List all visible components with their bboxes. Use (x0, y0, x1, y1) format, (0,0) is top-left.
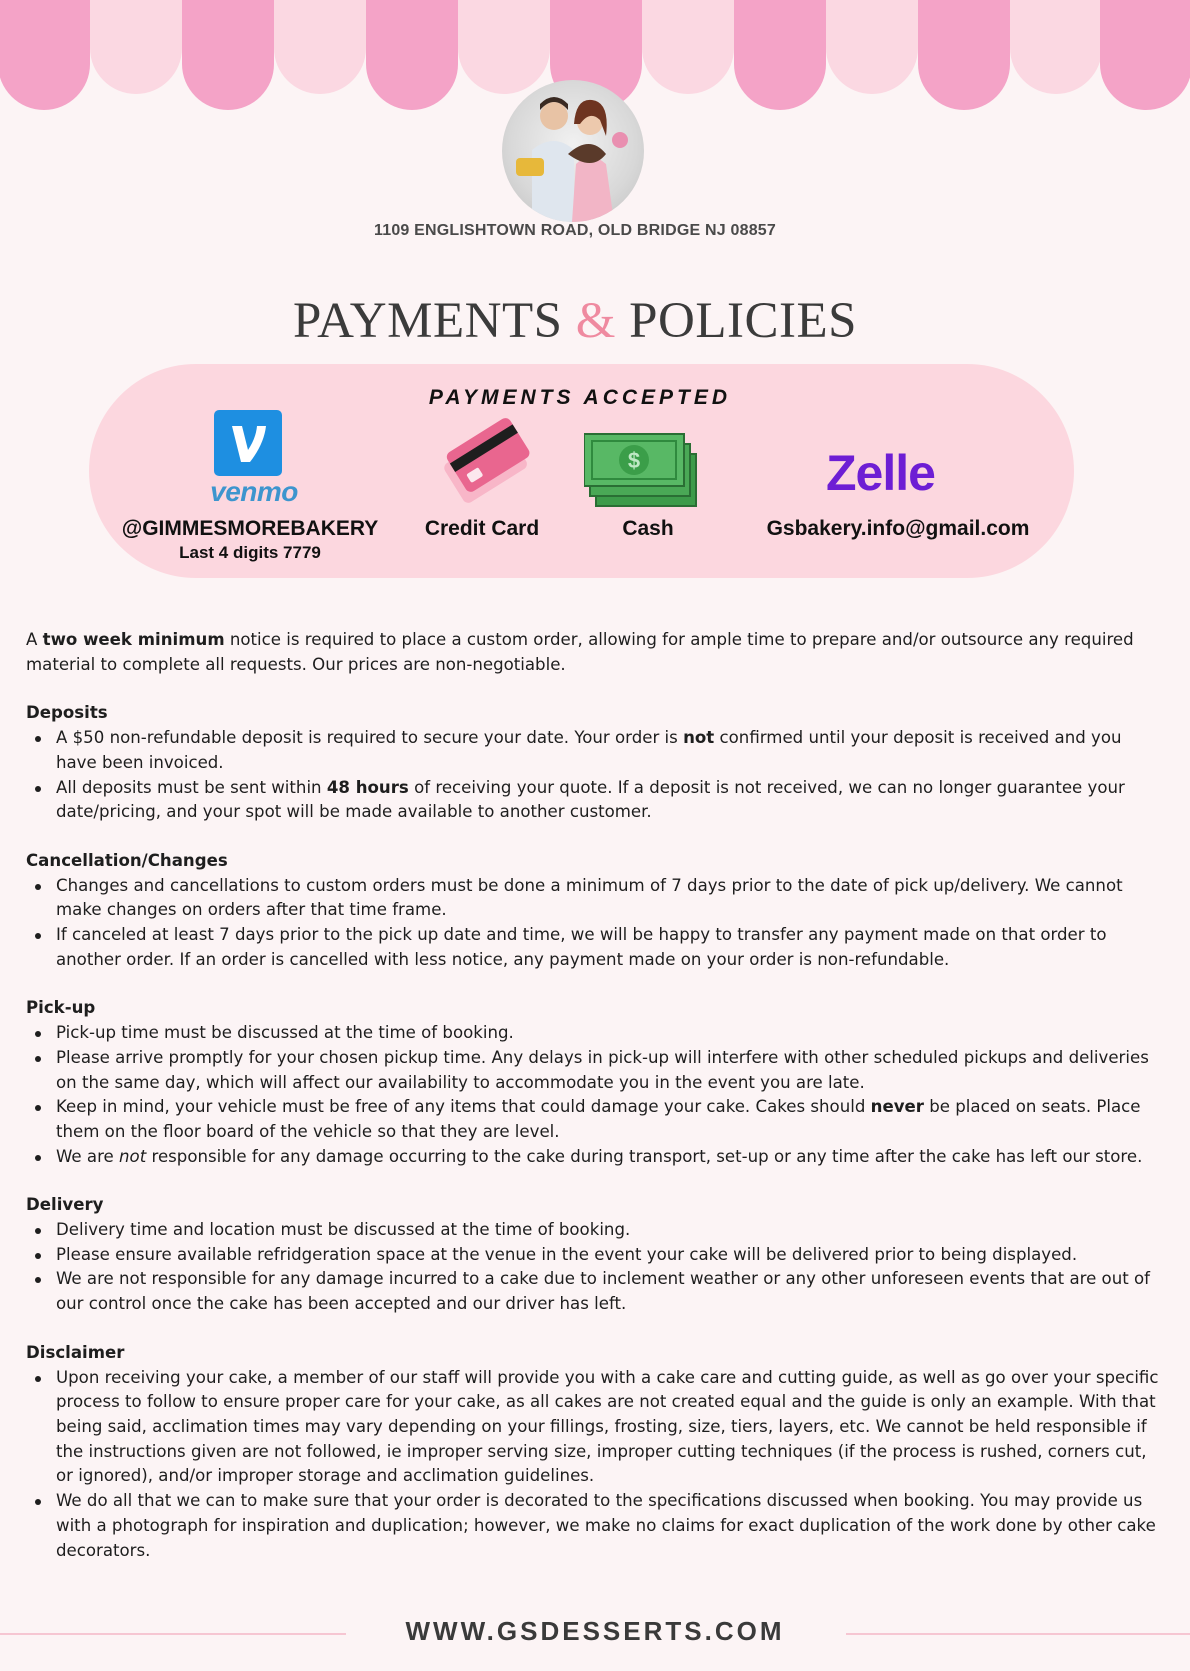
list-item (26, 776, 1166, 825)
awning-scallop (734, 0, 826, 110)
venmo-icon (214, 410, 282, 476)
awning-scallop (826, 0, 918, 94)
intro-text: notice is required to place a custom order, allowing for ample time to prepare and/or outsource any required material to complete all requests. Our prices are non-negotiable. (26, 630, 1134, 674)
pickup-heading: Pick-up (26, 998, 96, 1018)
item-text: We are (56, 1146, 120, 1166)
list-item (26, 726, 1166, 775)
awning-scallop (274, 0, 366, 94)
item-text: All deposits must be sent within (56, 777, 327, 797)
awning-scallop (182, 0, 274, 110)
item-text: A $50 non-refundable deposit is required to secure your date. Your order is (56, 728, 684, 748)
intro-text: A (26, 630, 43, 649)
list-item: Please arrive promptly for your chosen pickup time. Any delays in pick-up will interfere with other scheduled pickups and deliveries on the same day, which will affect our availability to accommodate you in the event you are late. (26, 1046, 1166, 1095)
list-item: If canceled at least 7 days prior to the pick up date and time, we will be happy to transfer any payment made on that order to another order. If an order is cancelled with less notice, any payment made on your order is non-refundable. (26, 923, 1166, 972)
page-title (0, 292, 1150, 350)
bakery-logo (502, 80, 644, 222)
deposits-heading: Deposits (26, 703, 108, 723)
awning-scallop (90, 0, 182, 94)
zelle-email: Gsbakery.info@gmail.com (766, 517, 1030, 540)
cancellation-section (26, 849, 1166, 973)
list-item: Changes and cancellations to custom orders must be done a minimum of 7 days prior to the date of pick up/delivery. We cannot make changes on orders after that time frame. (26, 874, 1166, 923)
credit-card-icon (436, 416, 536, 506)
awning-scallop (366, 0, 458, 110)
item-emphasis: 48 hours (326, 777, 409, 797)
website-link[interactable]: WWW.GSDESSERTS.COM (405, 1616, 785, 1646)
store-address: 1109 ENGLISHTOWN ROAD, OLD BRIDGE NJ 08857 (374, 222, 776, 239)
cancellation-heading: Cancellation/Changes (26, 850, 228, 870)
delivery-heading: Delivery (26, 1195, 104, 1215)
item-text: responsible for any damage occurring to the cake during transport, set-up or any time after the cake has left our store. (146, 1146, 1143, 1166)
awning-scallop (1100, 0, 1190, 110)
venmo-wordmark: venmo (210, 476, 298, 507)
pickup-section (26, 996, 1166, 1169)
title-part-policies: POLICIES (629, 293, 858, 349)
delivery-section (26, 1193, 1166, 1317)
item-text: be placed on seats. Place them on the floor board of the vehicle so that they are level. (56, 1097, 1141, 1141)
item-text: confirmed until your deposit is received and you have been invoiced. (56, 728, 1122, 772)
list-item: Upon receiving your cake, a member of our staff will provide you with a cake care and cutting guide, as well as go over your specific process to follow to ensure proper care for your cake, as all cakes are not created equal and the guide is only an example. With that being said, acclimation times may vary depending on your fillings, frosting, size, tiers, layers, etc. We cannot be held responsible if the instructions given are not followed, ie improper serving size, improper cutting techniques (if the process is rushed, corners cut, or ignored), and/or improper storage and acclimation guidelines. (26, 1366, 1166, 1490)
awning-scallop (458, 0, 550, 94)
intro-emphasis: two week minimum (42, 630, 225, 649)
payments-heading: PAYMENTS ACCEPTED (428, 386, 732, 409)
item-text: Keep in mind, your vehicle must be free of any items that could damage your cake. Cakes should (56, 1097, 871, 1117)
cash-label: Cash (622, 517, 674, 540)
item-emphasis: not (119, 1146, 147, 1166)
list-item: Delivery time and location must be discussed at the time of booking. (26, 1218, 1166, 1243)
list-item: We are not responsible for any damage incurred to a cake due to inclement weather or any other unforeseen events that are out of our control once the cake has been accepted and our driver has left. (26, 1267, 1166, 1316)
zelle-logo: Zelle (826, 445, 935, 501)
title-part-payments: PAYMENTS (292, 293, 563, 349)
item-emphasis: never (870, 1097, 924, 1117)
title-ampersand: & (575, 293, 616, 349)
disclaimer-heading: Disclaimer (26, 1342, 125, 1362)
deposits-section (26, 701, 1166, 825)
list-item (26, 1145, 1166, 1170)
awning-scallop (918, 0, 1010, 110)
item-text: of receiving your quote. If a deposit is not received, we can no longer guarantee your date/pricing, and your spot will be made available to another customer. (56, 777, 1125, 822)
awning-scallop (1010, 0, 1102, 94)
venmo-last-digits: Last 4 digits 7779 (179, 543, 321, 562)
svg-text:$: $ (627, 448, 641, 473)
awning-scallop (642, 0, 734, 94)
policies-content (26, 628, 1166, 1587)
list-item (26, 1095, 1166, 1144)
intro-paragraph (26, 628, 1166, 677)
venmo-handle: @GIMMESMOREBAKERY (121, 517, 379, 540)
cash-icon (584, 432, 700, 508)
credit-card-label: Credit Card (424, 517, 540, 540)
disclaimer-section (26, 1341, 1166, 1563)
awning-scallop (0, 0, 90, 110)
list-item: We do all that we can to make sure that your order is decorated to the specifications discussed when booking. You may provide us with a photograph for inspiration and duplication; however, we make no claims for exact duplication of the work done by other cake decorators. (26, 1489, 1166, 1563)
item-emphasis: not (683, 728, 715, 748)
list-item: Pick-up time must be discussed at the time of booking. (26, 1021, 1166, 1046)
list-item: Please ensure available refridgeration space at the venue in the event your cake will be delivered prior to being displayed. (26, 1243, 1166, 1268)
